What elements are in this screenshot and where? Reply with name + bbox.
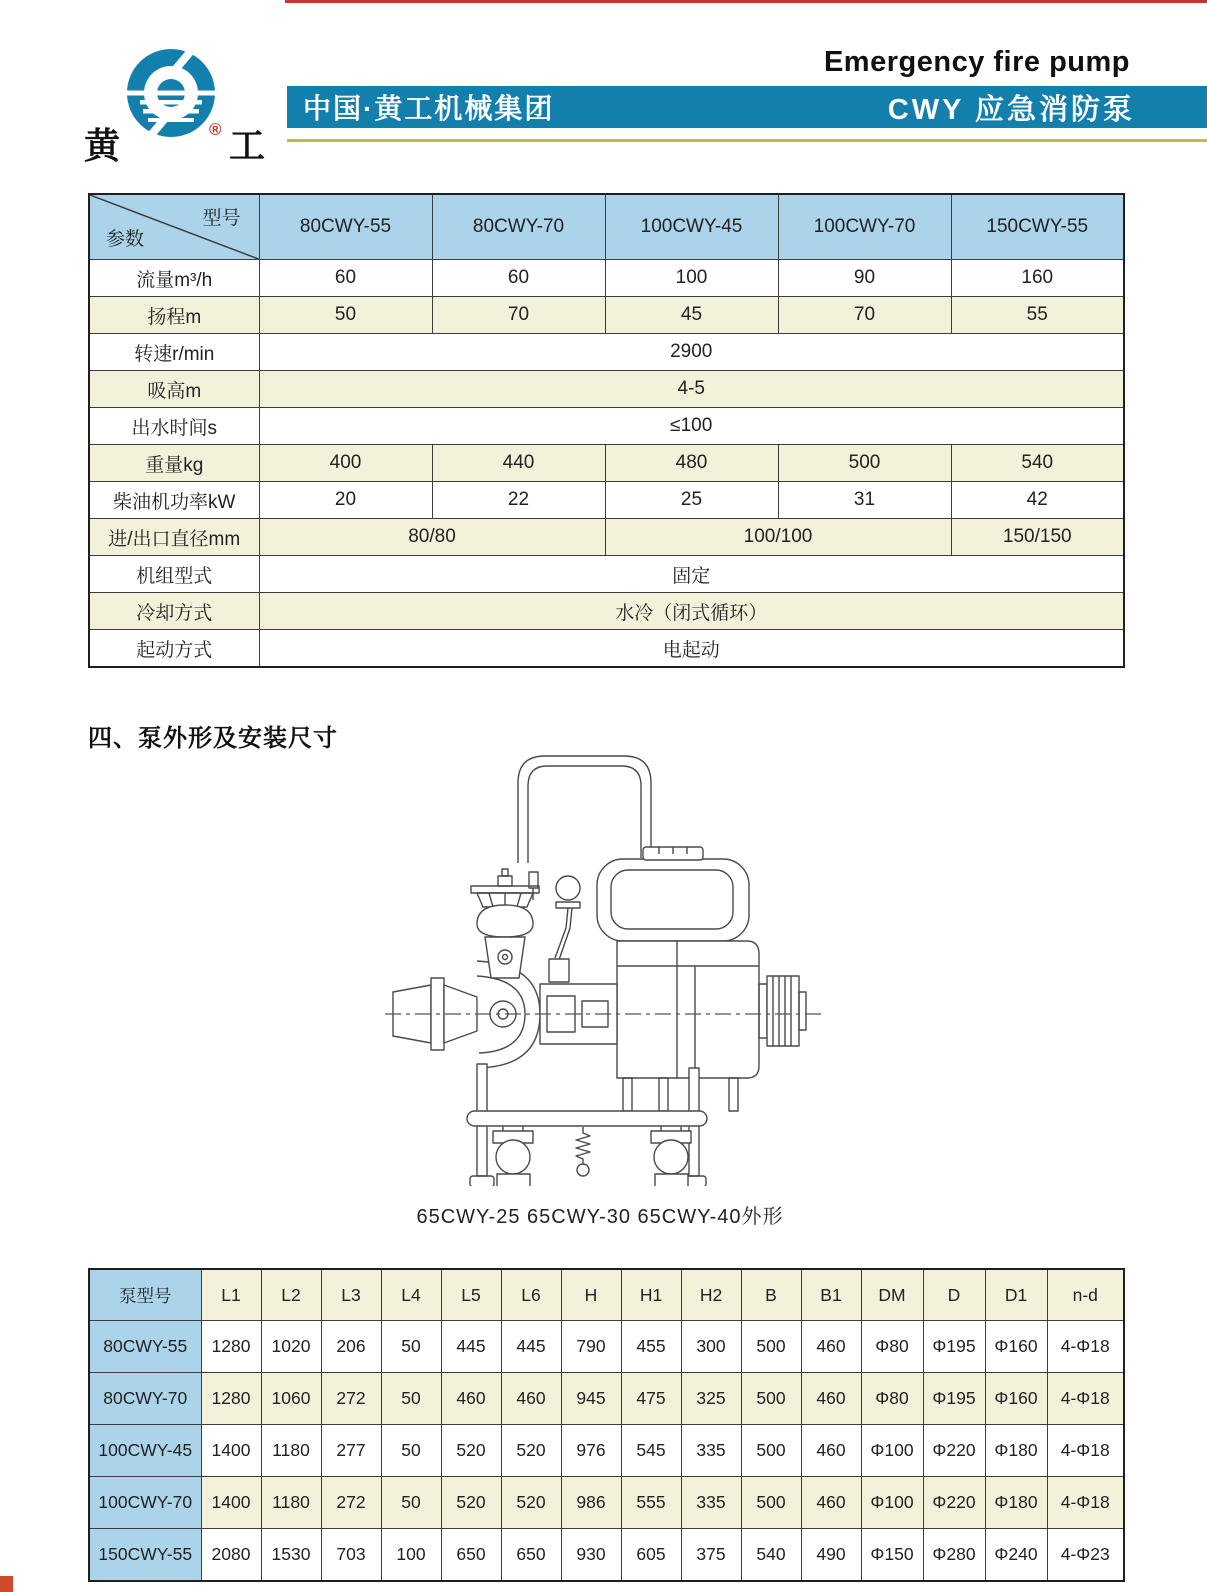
dim-value-cell: 460 bbox=[801, 1321, 861, 1373]
spec-row-label: 机组型式 bbox=[89, 556, 259, 593]
dim-value-cell: 500 bbox=[741, 1321, 801, 1373]
spec-value-cell: 60 bbox=[432, 260, 605, 297]
spec-table bbox=[88, 193, 1125, 668]
dim-value-cell: 100 bbox=[381, 1529, 441, 1582]
dim-value-cell: 50 bbox=[381, 1373, 441, 1425]
dim-model-cell: 80CWY-55 bbox=[89, 1321, 201, 1373]
dim-value-cell: 540 bbox=[741, 1529, 801, 1582]
dim-value-cell: 50 bbox=[381, 1321, 441, 1373]
dim-value-cell: Φ280 bbox=[923, 1529, 985, 1582]
dim-value-cell: 1180 bbox=[261, 1425, 321, 1477]
dim-value-cell: Φ80 bbox=[861, 1373, 923, 1425]
spec-value-cell: 160 bbox=[951, 260, 1124, 297]
dim-header-cell: n-d bbox=[1047, 1269, 1124, 1321]
dim-model-cell: 100CWY-45 bbox=[89, 1425, 201, 1477]
spec-row-label: 柴油机功率kW bbox=[89, 482, 259, 519]
spec-model-header: 150CWY-55 bbox=[951, 194, 1124, 260]
spec-row bbox=[89, 260, 1124, 297]
dim-value-cell: 976 bbox=[561, 1425, 621, 1477]
spec-value-cell: 25 bbox=[605, 482, 778, 519]
dim-value-cell: 1400 bbox=[201, 1477, 261, 1529]
brand-banner bbox=[287, 86, 1207, 128]
dim-header-cell: L1 bbox=[201, 1269, 261, 1321]
spec-row-label: 冷却方式 bbox=[89, 593, 259, 630]
spec-value-cell: 20 bbox=[259, 482, 432, 519]
brand-logo-icon bbox=[123, 45, 219, 141]
dim-value-cell: 325 bbox=[681, 1373, 741, 1425]
spec-value-cell: 480 bbox=[605, 445, 778, 482]
pump-outline-drawing bbox=[372, 726, 842, 1186]
dim-value-cell: Φ195 bbox=[923, 1321, 985, 1373]
spec-value-cell: 400 bbox=[259, 445, 432, 482]
dim-value-cell: 790 bbox=[561, 1321, 621, 1373]
dim-value-cell: 4-Φ18 bbox=[1047, 1425, 1124, 1477]
dim-value-cell: 475 bbox=[621, 1373, 681, 1425]
spec-value-cell: 500 bbox=[778, 445, 951, 482]
dim-value-cell: 1020 bbox=[261, 1321, 321, 1373]
spec-row bbox=[89, 556, 1124, 593]
dim-value-cell: 272 bbox=[321, 1477, 381, 1529]
spec-value-cell: 100 bbox=[605, 260, 778, 297]
spec-row bbox=[89, 334, 1124, 371]
dim-value-cell: 4-Φ18 bbox=[1047, 1373, 1124, 1425]
dim-value-cell: 335 bbox=[681, 1425, 741, 1477]
dim-value-cell: 500 bbox=[741, 1373, 801, 1425]
drawing-caption: 65CWY-25 65CWY-30 65CWY-40外形 bbox=[416, 1206, 784, 1228]
spec-value-cell: 42 bbox=[951, 482, 1124, 519]
dim-value-cell: 445 bbox=[441, 1321, 501, 1373]
dim-value-cell: Φ195 bbox=[923, 1373, 985, 1425]
spec-row-label: 起动方式 bbox=[89, 630, 259, 668]
dim-value-cell: 277 bbox=[321, 1425, 381, 1477]
spec-span-cell: 100/100 bbox=[605, 519, 951, 556]
dim-value-cell: 460 bbox=[501, 1373, 561, 1425]
spec-model-header: 100CWY-70 bbox=[778, 194, 951, 260]
dim-value-cell: 272 bbox=[321, 1373, 381, 1425]
dim-row bbox=[89, 1529, 1124, 1582]
dim-model-cell: 80CWY-70 bbox=[89, 1373, 201, 1425]
logo-char-huang: 黄 bbox=[84, 125, 121, 166]
registered-mark: ® bbox=[209, 120, 222, 139]
dim-value-cell: Φ80 bbox=[861, 1321, 923, 1373]
dim-row bbox=[89, 1477, 1124, 1529]
spec-value-cell: 70 bbox=[778, 297, 951, 334]
dim-header-cell: L6 bbox=[501, 1269, 561, 1321]
corner-label-param: 参数 bbox=[106, 229, 145, 250]
dim-value-cell: 986 bbox=[561, 1477, 621, 1529]
dim-model-cell: 150CWY-55 bbox=[89, 1529, 201, 1582]
dim-value-cell: Φ160 bbox=[985, 1373, 1047, 1425]
spec-model-header: 100CWY-45 bbox=[605, 194, 778, 260]
dim-header-cell: L5 bbox=[441, 1269, 501, 1321]
spec-row bbox=[89, 593, 1124, 630]
dim-header-cell: D bbox=[923, 1269, 985, 1321]
dim-header-cell: L3 bbox=[321, 1269, 381, 1321]
dim-header-cell: 泵型号 bbox=[89, 1269, 201, 1321]
spec-row-label: 重量kg bbox=[89, 445, 259, 482]
spec-merged-cell: 电起动 bbox=[259, 630, 1124, 668]
dim-value-cell: Φ220 bbox=[923, 1425, 985, 1477]
dim-value-cell: Φ100 bbox=[861, 1477, 923, 1529]
spec-model-header: 80CWY-70 bbox=[432, 194, 605, 260]
dim-header-cell: B bbox=[741, 1269, 801, 1321]
spec-value-cell: 22 bbox=[432, 482, 605, 519]
dim-row bbox=[89, 1425, 1124, 1477]
dim-header-cell: B1 bbox=[801, 1269, 861, 1321]
spec-row-label: 出水时间s bbox=[89, 408, 259, 445]
dim-header-row bbox=[89, 1269, 1124, 1321]
dim-value-cell: 1180 bbox=[261, 1477, 321, 1529]
dim-value-cell: 1280 bbox=[201, 1321, 261, 1373]
spec-span-cell: 80/80 bbox=[259, 519, 605, 556]
dim-value-cell: 703 bbox=[321, 1529, 381, 1582]
section-title: 四、泵外形及安装尺寸 bbox=[88, 725, 338, 752]
spec-row bbox=[89, 371, 1124, 408]
spec-value-cell: 440 bbox=[432, 445, 605, 482]
spec-merged-cell: ≤100 bbox=[259, 408, 1124, 445]
dim-header-cell: L2 bbox=[261, 1269, 321, 1321]
spec-span-cell: 150/150 bbox=[951, 519, 1124, 556]
spec-model-header: 80CWY-55 bbox=[259, 194, 432, 260]
spec-row bbox=[89, 408, 1124, 445]
dim-value-cell: 500 bbox=[741, 1425, 801, 1477]
dim-value-cell: 945 bbox=[561, 1373, 621, 1425]
dim-header-cell: H bbox=[561, 1269, 621, 1321]
dim-value-cell: 1280 bbox=[201, 1373, 261, 1425]
spec-merged-cell: 4-5 bbox=[259, 371, 1124, 408]
dim-value-cell: 460 bbox=[801, 1477, 861, 1529]
top-red-rule bbox=[285, 0, 1207, 3]
spec-value-cell: 70 bbox=[432, 297, 605, 334]
dim-value-cell: 4-Φ23 bbox=[1047, 1529, 1124, 1582]
dim-value-cell: 4-Φ18 bbox=[1047, 1477, 1124, 1529]
spec-merged-cell: 固定 bbox=[259, 556, 1124, 593]
spec-merged-cell: 2900 bbox=[259, 334, 1124, 371]
spec-row bbox=[89, 297, 1124, 334]
dim-value-cell: 650 bbox=[441, 1529, 501, 1582]
corner-label-model: 型号 bbox=[202, 208, 241, 229]
dim-value-cell: 455 bbox=[621, 1321, 681, 1373]
spec-row-label: 扬程m bbox=[89, 297, 259, 334]
dim-header-cell: H1 bbox=[621, 1269, 681, 1321]
dim-value-cell: 555 bbox=[621, 1477, 681, 1529]
dimensions-table bbox=[88, 1268, 1125, 1582]
spec-row-label: 流量m³/h bbox=[89, 260, 259, 297]
spec-value-cell: 45 bbox=[605, 297, 778, 334]
dim-value-cell: Φ100 bbox=[861, 1425, 923, 1477]
spec-row-label: 转速r/min bbox=[89, 334, 259, 371]
corner-print-mark bbox=[0, 1576, 13, 1592]
dim-header-cell: L4 bbox=[381, 1269, 441, 1321]
spec-row-label: 进/出口直径mm bbox=[89, 519, 259, 556]
dim-value-cell: Φ180 bbox=[985, 1425, 1047, 1477]
dim-value-cell: 445 bbox=[501, 1321, 561, 1373]
dim-value-cell: 605 bbox=[621, 1529, 681, 1582]
dim-value-cell: 500 bbox=[741, 1477, 801, 1529]
spec-value-cell: 50 bbox=[259, 297, 432, 334]
dim-value-cell: 335 bbox=[681, 1477, 741, 1529]
dim-value-cell: Φ220 bbox=[923, 1477, 985, 1529]
page-title-english: Emergency fire pump bbox=[823, 46, 1130, 78]
dim-value-cell: 2080 bbox=[201, 1529, 261, 1582]
dim-value-cell: Φ150 bbox=[861, 1529, 923, 1582]
spec-row bbox=[89, 445, 1124, 482]
spec-merged-cell: 水冷（闭式循环） bbox=[259, 593, 1124, 630]
spec-row bbox=[89, 519, 1124, 556]
dim-value-cell: 460 bbox=[441, 1373, 501, 1425]
gold-rule bbox=[287, 139, 1207, 142]
dim-row bbox=[89, 1373, 1124, 1425]
spec-value-cell: 60 bbox=[259, 260, 432, 297]
dim-header-cell: D1 bbox=[985, 1269, 1047, 1321]
dim-value-cell: Φ180 bbox=[985, 1477, 1047, 1529]
dim-value-cell: Φ160 bbox=[985, 1321, 1047, 1373]
dim-value-cell: 300 bbox=[681, 1321, 741, 1373]
dim-value-cell: 50 bbox=[381, 1425, 441, 1477]
banner-brand-text: 中国·黄工机械集团 bbox=[303, 93, 555, 124]
spec-row-label: 吸高m bbox=[89, 371, 259, 408]
dim-value-cell: Φ240 bbox=[985, 1529, 1047, 1582]
dim-row bbox=[89, 1321, 1124, 1373]
spec-value-cell: 31 bbox=[778, 482, 951, 519]
spec-value-cell: 90 bbox=[778, 260, 951, 297]
dim-value-cell: 520 bbox=[441, 1477, 501, 1529]
dim-value-cell: 930 bbox=[561, 1529, 621, 1582]
dim-value-cell: 50 bbox=[381, 1477, 441, 1529]
dim-value-cell: 1530 bbox=[261, 1529, 321, 1582]
dim-value-cell: 460 bbox=[801, 1425, 861, 1477]
dim-header-cell: H2 bbox=[681, 1269, 741, 1321]
spec-row bbox=[89, 482, 1124, 519]
dim-value-cell: 1400 bbox=[201, 1425, 261, 1477]
spec-row bbox=[89, 630, 1124, 668]
spec-corner-cell bbox=[89, 194, 259, 260]
dim-value-cell: 545 bbox=[621, 1425, 681, 1477]
dim-value-cell: 490 bbox=[801, 1529, 861, 1582]
dim-model-cell: 100CWY-70 bbox=[89, 1477, 201, 1529]
logo-char-gong: 工 bbox=[229, 125, 266, 166]
dim-value-cell: 206 bbox=[321, 1321, 381, 1373]
dim-header-cell: DM bbox=[861, 1269, 923, 1321]
dim-value-cell: 520 bbox=[501, 1425, 561, 1477]
dim-value-cell: 460 bbox=[801, 1373, 861, 1425]
dim-value-cell: 4-Φ18 bbox=[1047, 1321, 1124, 1373]
dim-value-cell: 375 bbox=[681, 1529, 741, 1582]
dim-value-cell: 520 bbox=[441, 1425, 501, 1477]
spec-value-cell: 55 bbox=[951, 297, 1124, 334]
dim-value-cell: 650 bbox=[501, 1529, 561, 1582]
spec-header-row bbox=[89, 194, 1124, 260]
dim-value-cell: 1060 bbox=[261, 1373, 321, 1425]
banner-product-text: CWY 应急消防泵 bbox=[887, 93, 1135, 126]
dim-value-cell: 520 bbox=[501, 1477, 561, 1529]
spec-value-cell: 540 bbox=[951, 445, 1124, 482]
